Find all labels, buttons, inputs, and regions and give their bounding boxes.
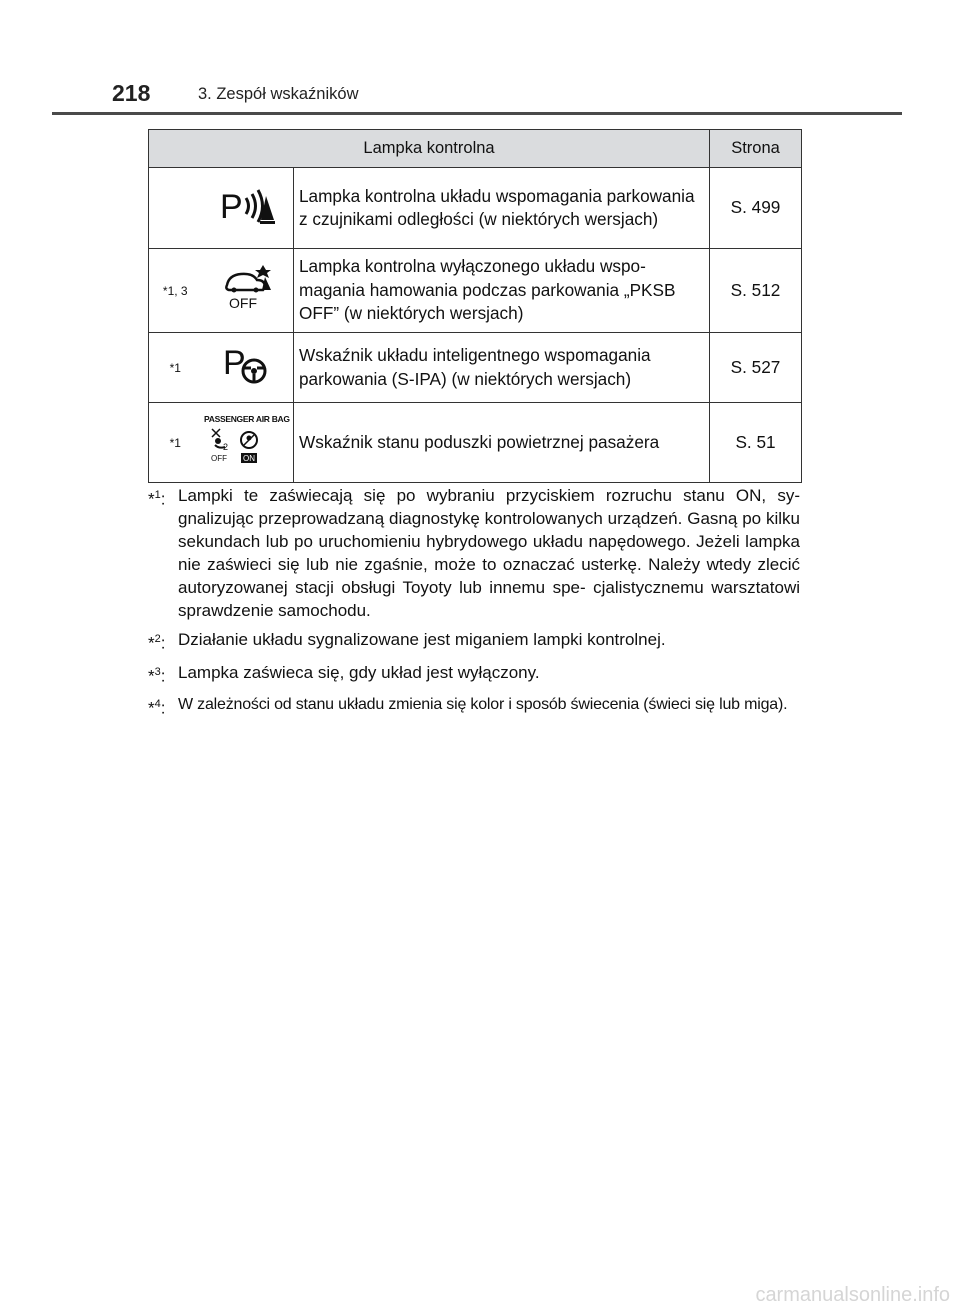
page-header: [0, 0, 960, 120]
parking-sensor-icon: [218, 184, 276, 226]
table-row: [149, 403, 802, 483]
row-page-ref: S. 527: [710, 333, 802, 403]
icon-cell: [202, 249, 294, 333]
svg-text:OFF: OFF: [229, 295, 258, 312]
row-notes: *1: [149, 403, 202, 483]
row-description: Wskaźnik układu inteligentnego wspomagania parkowania (S-IPA) (w niektórych wersjach): [294, 333, 710, 403]
svg-text:P: P: [223, 344, 246, 383]
icon-cell: [202, 403, 294, 483]
icon-cell: [202, 333, 294, 403]
row-description: Lampka kontrolna wyłączonego układu wspo- magania hamowania podczas parkowania „PKSB OFF” (w niektórych wersjach): [294, 249, 710, 333]
footnote: [148, 693, 800, 720]
table-row: [149, 249, 802, 333]
row-description: Wskaźnik stanu poduszki powietrznej pasażera: [294, 403, 710, 483]
footnote-mark: *$^1$:: [148, 489, 166, 509]
section-title: 3. Zespół wskaźników: [198, 85, 359, 103]
table-row: [149, 168, 802, 249]
indicator-table: [148, 129, 802, 483]
footnote-mark: *$^4$:: [148, 698, 166, 718]
svg-text:ON: ON: [243, 454, 256, 464]
s-ipa-icon: [219, 342, 275, 386]
row-page-ref: S. 499: [710, 168, 802, 249]
table-row: [149, 333, 802, 403]
watermark: carmanualsonline.info: [755, 1284, 950, 1306]
table-header-row: [149, 130, 802, 168]
icon-cell: [202, 168, 294, 249]
footnote: [148, 628, 800, 655]
svg-text:OFF: OFF: [211, 454, 228, 464]
row-notes: [149, 168, 202, 249]
row-notes: *1: [149, 333, 202, 403]
footnote: [148, 484, 800, 622]
row-description: Lampka kontrolna układu wspomagania parkowania z czujnikami odległości (w niektórych wersjach): [294, 168, 710, 249]
pksb-off-icon: [219, 263, 275, 311]
footnote-mark: *$^3$:: [148, 665, 166, 686]
footnote-text: W zależności od stanu układu zmienia się kolor i sposób świecenia (świeci się lub miga).: [178, 696, 788, 714]
footnote-mark: *$^2$:: [148, 633, 166, 653]
row-page-ref: S. 512: [710, 249, 802, 333]
passenger-airbag-icon: [202, 411, 292, 467]
footnote-text: Lampki te zaświecają się po wybraniu przyciskiem rozruchu stanu ON, sy- gnalizując przeprowadzaną diagnostykę kontrolowanych urządzeń. Gasną po kilku sekundach lub po uruchomieniu hybrydowego układu napędowego. Jeżeli lampka nie zaświeci się lub nie zgaśnie, może to oznaczać usterkę. Należy wtedy zlecić autoryzowanej stacji obsługi Toyoty lub innemu spe- cjalistycznemu warsztatowi sprawdzenie samochodu.: [178, 486, 800, 620]
row-notes: *1, 3: [149, 249, 202, 333]
page-number: 218: [112, 80, 151, 106]
column-header-lamp: Lampka kontrolna: [149, 130, 710, 168]
svg-text:2: 2: [223, 442, 229, 453]
svg-text:PASSENGER AIR BAG: PASSENGER AIR BAG: [204, 414, 291, 425]
header-rule: [52, 112, 902, 115]
row-page-ref: S. 51: [710, 403, 802, 483]
column-header-page: Strona: [710, 130, 802, 168]
footnote: [148, 661, 800, 688]
footnote-text: Lampka zaświeca się, gdy układ jest wyłączony.: [178, 662, 540, 682]
footnotes: [148, 484, 800, 726]
footnote-text: Działanie układu sygnalizowane jest miganiem lampki kontrolnej.: [178, 630, 666, 649]
svg-text:P: P: [220, 187, 243, 226]
